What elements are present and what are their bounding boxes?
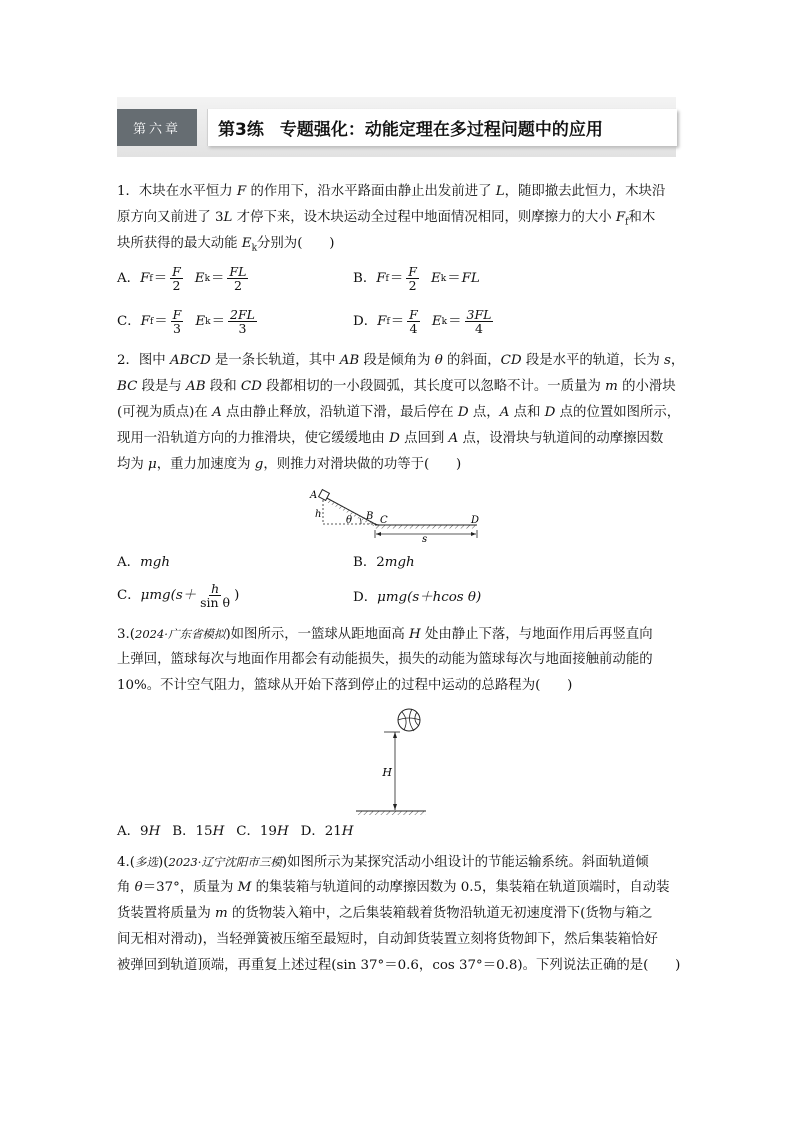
label-h: H: [382, 766, 392, 779]
q4-line-4: 间无相对滑动)，当轻弹簧被压缩至最短时，自动卸货装置立刻将货物卸下，然后集装箱恰好: [117, 932, 658, 947]
q1-option-a[interactable]: A． F f ＝ $\frac{F}{2}$ E k ＝ $\frac{FL}{2}$: [117, 264, 247, 293]
label-theta: θ: [346, 515, 353, 526]
q3-line-3: 10%。不计空气阻力，篮球从开始下落到停止的过程中运动的总路程为( ): [117, 678, 573, 693]
q1-option-d[interactable]: D． F f ＝ $\frac{F}{4}$ E k ＝ $\frac{3FL}{4}$: [353, 307, 492, 336]
ground-hatch: [356, 812, 426, 816]
chapter-label: 第六章: [117, 109, 197, 146]
q2-option-c[interactable]: C． μmg (s＋ $\frac{h}{\text{sin θ}}$ ): [117, 581, 240, 610]
q3-line-1: 3.(2024·广东省模拟)如图所示，一篮球从距地面高 H 处由静止下落，与地面作用后再竖直向: [117, 627, 653, 642]
q1-line-3: 块所获得的最大动能 $E_k$分别为( ): [117, 236, 335, 254]
q3-line-2: 上弹回，篮球每次与地面作用都会有动能损失，损失的动能为篮球每次与地面接触前动能的: [117, 652, 653, 667]
q2-option-b[interactable]: B． 2 mgh: [353, 555, 415, 570]
q2-line-3: (可视为质点)在 A 点由静止释放，沿轨道下滑，最后停在 D 点，A 点和 D 点的位置如图所示，: [117, 405, 681, 420]
incline-track-figure: [305, 486, 490, 544]
label-h: h: [315, 509, 322, 520]
q3-option-d[interactable]: D．21H: [300, 824, 354, 839]
q4-line-5: 被弹回到轨道顶端，再重复上述过程(sin 37°＝0.6，cos 37°＝0.8)。下列说法正确的是( ): [117, 958, 681, 973]
lesson-title: 专题强化：动能定理在多过程问题中的应用: [279, 120, 603, 140]
label-a: A: [310, 490, 318, 501]
lesson-title-box: [207, 109, 677, 146]
q4-line-1: 4.(多选)(2023·辽宁沈阳市三模)如图所示为某探究活动小组设计的节能运输系统。斜面轨道倾: [117, 855, 649, 870]
label-d: D: [471, 515, 480, 526]
label-s: s: [422, 534, 428, 544]
q2-line-2: BC 段是与 AB 段和 CD 段都相切的一小段圆弧，其长度可以忽略不计。一质量为 m 的小滑块: [117, 379, 676, 394]
label-b: B: [366, 511, 374, 522]
q1-option-b[interactable]: B． F f ＝ $\frac{F}{2}$ E k ＝ FL: [353, 264, 480, 293]
basketball-icon: [398, 709, 420, 731]
q2-option-d[interactable]: D． μmg (s＋hcos θ): [353, 590, 482, 605]
q3-option-c[interactable]: C．19H: [236, 824, 289, 839]
q3-option-a[interactable]: A．9H: [117, 824, 161, 839]
lesson-number: 第3练: [218, 120, 264, 140]
q2-line-4: 现用一沿轨道方向的力推滑块，使它缓缓地由 D 点回到 A 点，设滑块与轨道间的动摩擦因数: [117, 431, 664, 446]
q1-line-2: 原方向又前进了 3L 才停下来，设木块运动全过程中地面情况相同，则摩擦力的大小 $F_f$和木: [117, 210, 656, 228]
track-hatch: [375, 526, 477, 529]
q3-options[interactable]: [117, 824, 353, 840]
basketball-drop-figure: [352, 702, 432, 818]
q2-line-5: 均为 μ，重力加速度为 g，则推力对滑块做的功等于( ): [117, 457, 462, 472]
label-c: C: [380, 515, 388, 526]
q1-line-1: 1．木块在水平恒力 F 的作用下，沿水平路面由静止出发前进了 L，随即撤去此恒力，木块沿: [117, 184, 666, 199]
q4-line-3: 货装置将质量为 m 的货物装入箱中，之后集装箱载着货物沿轨道无初速度滑下(货物与箱之: [117, 906, 653, 921]
q1-option-c[interactable]: C． F f ＝ $\frac{F}{3}$ E k ＝ $\frac{2FL}{3}$: [117, 307, 255, 336]
q4-line-2: 角 θ＝37°，质量为 M 的集装箱与轨道间的动摩擦因数为 0.5，集装箱在轨道顶端时，自动装: [117, 880, 670, 895]
q3-option-b[interactable]: B．15H: [172, 824, 225, 839]
q2-line-1: 2．图中 ABCD 是一条长轨道，其中 AB 段是倾角为 θ 的斜面，CD 段是水平的轨道，长为 s，: [117, 353, 685, 368]
q2-option-a[interactable]: A． mgh: [117, 555, 170, 570]
